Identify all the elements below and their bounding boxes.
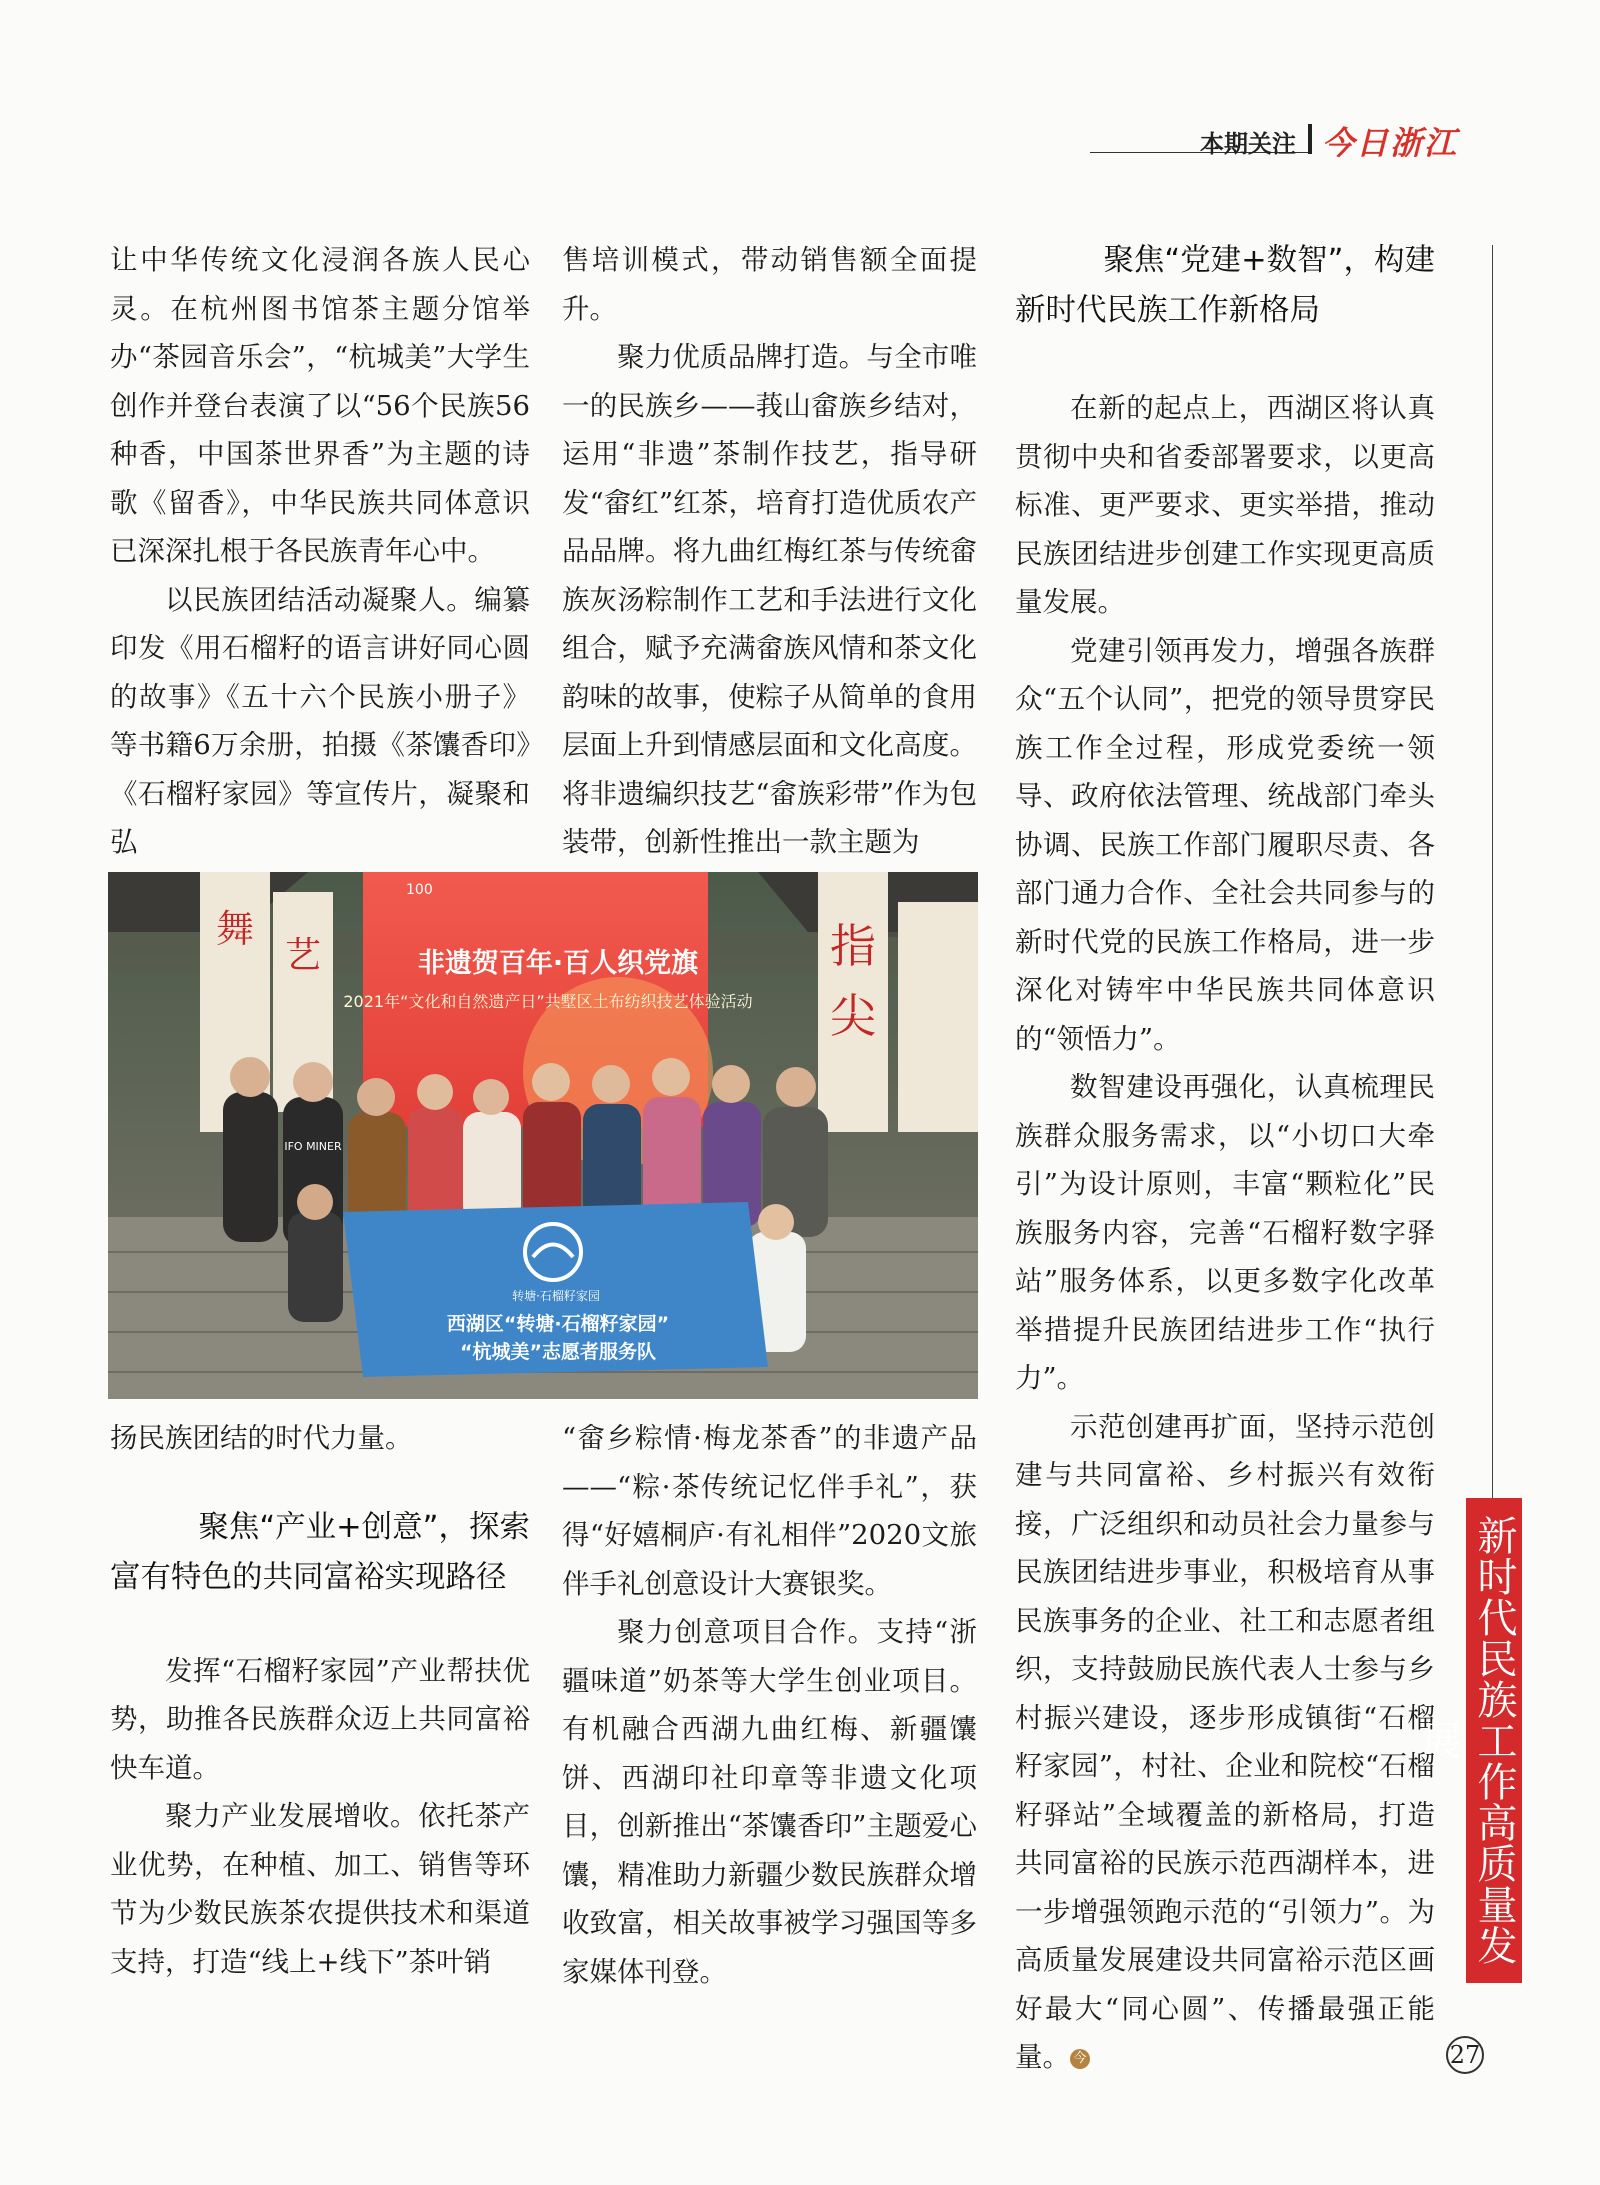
paragraph: 让中华传统文化浸润各族人民心灵。在杭州图书馆茶主题分馆举办“茶园音乐会”，“杭城美”大学生创作并登台表演了以“56个民族56种香，中国茶世界香”为主题的诗歌《留香》，中华民族共同体意识已深深扎根于各民族青年心中。: [110, 244, 530, 567]
paragraph: 聚力创意项目合作。支持“浙疆味道”奶茶等大学生创业项目。有机融合西湖九曲红梅、新疆馕饼、西湖印社印章等非遗文化项目，创新推出“茶馕香印”主题爱心馕，精准助力新疆少数民族群众增收致富，相关故事被学习强国等多家媒体刊登。: [562, 1616, 977, 1988]
page-number: 27: [1446, 2036, 1484, 2074]
paragraph: 发挥“石榴籽家园”产业帮扶优势，助推各民族群众迈上共同富裕快车道。: [110, 1654, 530, 1784]
column-1-bottom: [110, 1414, 530, 1986]
end-mark-icon: 今: [1070, 2049, 1090, 2069]
paragraph: 在新的起点上，西湖区将认真贯彻中央和省委部署要求，以更高标准、更严要求、更实举措，推动民族团结进步创建工作实现更高质量发展。: [1015, 392, 1435, 618]
section-heading: [110, 1503, 530, 1603]
paragraph: 扬民族团结的时代力量。: [110, 1422, 413, 1454]
banner-logo-text: 转塘·石榴籽家园: [512, 1289, 600, 1303]
paragraph: 聚力优质品牌打造。与全市唯一的民族乡——莪山畲族乡结对，运用“非遗”茶制作技艺，指导研发“畲红”红茶，培育打造优质农产品品牌。将九曲红梅红茶与传统畲族灰汤粽制作工艺和手法进行文化组合，赋予充满畲族风情和茶文化韵味的故事，使粽子从简单的食用层面上升到情感层面和文化高度。将非遗编织技艺“畲族彩带”作为包装带，创新性推出一款主题为: [562, 341, 977, 858]
banner-line: 西湖区“转塘·石榴籽家园”: [446, 1313, 670, 1335]
stage-title: 非遗贺百年·百人织党旗: [417, 948, 699, 979]
column-2-bottom: [562, 1414, 977, 1996]
paragraph: 聚力产业发展增收。依托茶产业优势，在种植、加工、销售等环节为少数民族茶农提供技术和渠道支持，打造“线上+线下”茶叶销: [110, 1800, 530, 1978]
heading-line: 聚焦“产业+创意”，探索: [198, 1509, 530, 1545]
banner-char: 指: [830, 919, 876, 973]
section-label: 本期关注: [1200, 130, 1296, 158]
heading-line: 富有特色的共同富裕实现路径: [110, 1559, 507, 1595]
column-1-top: [110, 236, 530, 867]
paragraph: 以民族团结活动凝聚人。编纂印发《用石榴籽的语言讲好同心圆的故事》《五十六个民族小册子》等书籍6万余册，拍摄《茶馕香印》《石榴籽家园》等宣传片，凝聚和弘: [110, 583, 530, 858]
banner-char: 舞: [215, 907, 255, 951]
event-photo-illustration: [108, 872, 978, 1399]
paragraph-text: 示范创建再扩面，坚持示范创建与共同富裕、乡村振兴有效衔接，广泛组织和动员社会力量参与民族团结进步事业，积极培育从事民族事务的企业、社工和志愿者组织，支持鼓励民族代表人士参与乡村振兴建设，逐步形成镇街“石榴籽家园”，村社、企业和院校“石榴籽驿站”全域覆盖的新格局，打造共同富裕的民族示范西湖样本，进一步增强领跑示范的“引领力”。为高质量发展建设共同富裕示范区画好最大“同心圆”、传播最强正能量。: [1015, 1410, 1435, 2073]
paragraph: 售培训模式，带动销售额全面提升。: [562, 244, 977, 325]
column-rule: [1492, 245, 1493, 1505]
heading-line: 新时代民族工作新格局: [1015, 293, 1320, 328]
column-3: [1015, 236, 1435, 2082]
paragraph-last: [1015, 1403, 1435, 2082]
column-2-top: [562, 236, 977, 867]
stage-logo: 100: [406, 882, 433, 898]
stage-subtitle: 2021年“文化和自然遗产日”共墅区土布纺织技艺体验活动: [343, 992, 753, 1011]
header-divider: [1308, 124, 1312, 154]
heading-line: 聚焦“党建+数智”，构建: [1103, 243, 1435, 278]
banner-line: “杭城美”志愿者服务队: [460, 1341, 656, 1363]
paragraph: 数智建设再强化，认真梳理民族群众服务需求，以“小切口大牵引”为设计原则，丰富“颗粒化”民族服务内容，完善“石榴籽数字驿站”服务体系，以更多数字化改革举措提升民族团结进步工作“执行力”。: [1015, 1071, 1435, 1394]
shirt-print: IFO MINER: [284, 1140, 342, 1153]
side-section-tab: 新时代民族工作高质量发展: [1466, 1498, 1522, 1983]
paragraph: 党建引领再发力，增强各族群众“五个认同”，把党的领导贯穿民族工作全过程，形成党委统一领导、政府依法管理、统战部门牵头协调、民族工作部门履职尽责、各部门通力合作、全社会共同参与的新时代党的民族工作格局，进一步深化对铸牢中华民族共同体意识的“领悟力”。: [1015, 634, 1435, 1055]
banner-char: 尖: [830, 989, 876, 1043]
magazine-brand-logo: 今日浙江: [1322, 124, 1459, 162]
section-heading: [1015, 236, 1435, 336]
banner-char: 艺: [284, 935, 322, 976]
paragraph: “畲乡粽情·梅龙茶香”的非遗产品——“粽·茶传统记忆伴手礼”，获得“好嬉桐庐·有礼相伴”2020文旅伴手礼创意设计大赛银奖。: [562, 1422, 977, 1600]
event-photo: [108, 872, 978, 1399]
